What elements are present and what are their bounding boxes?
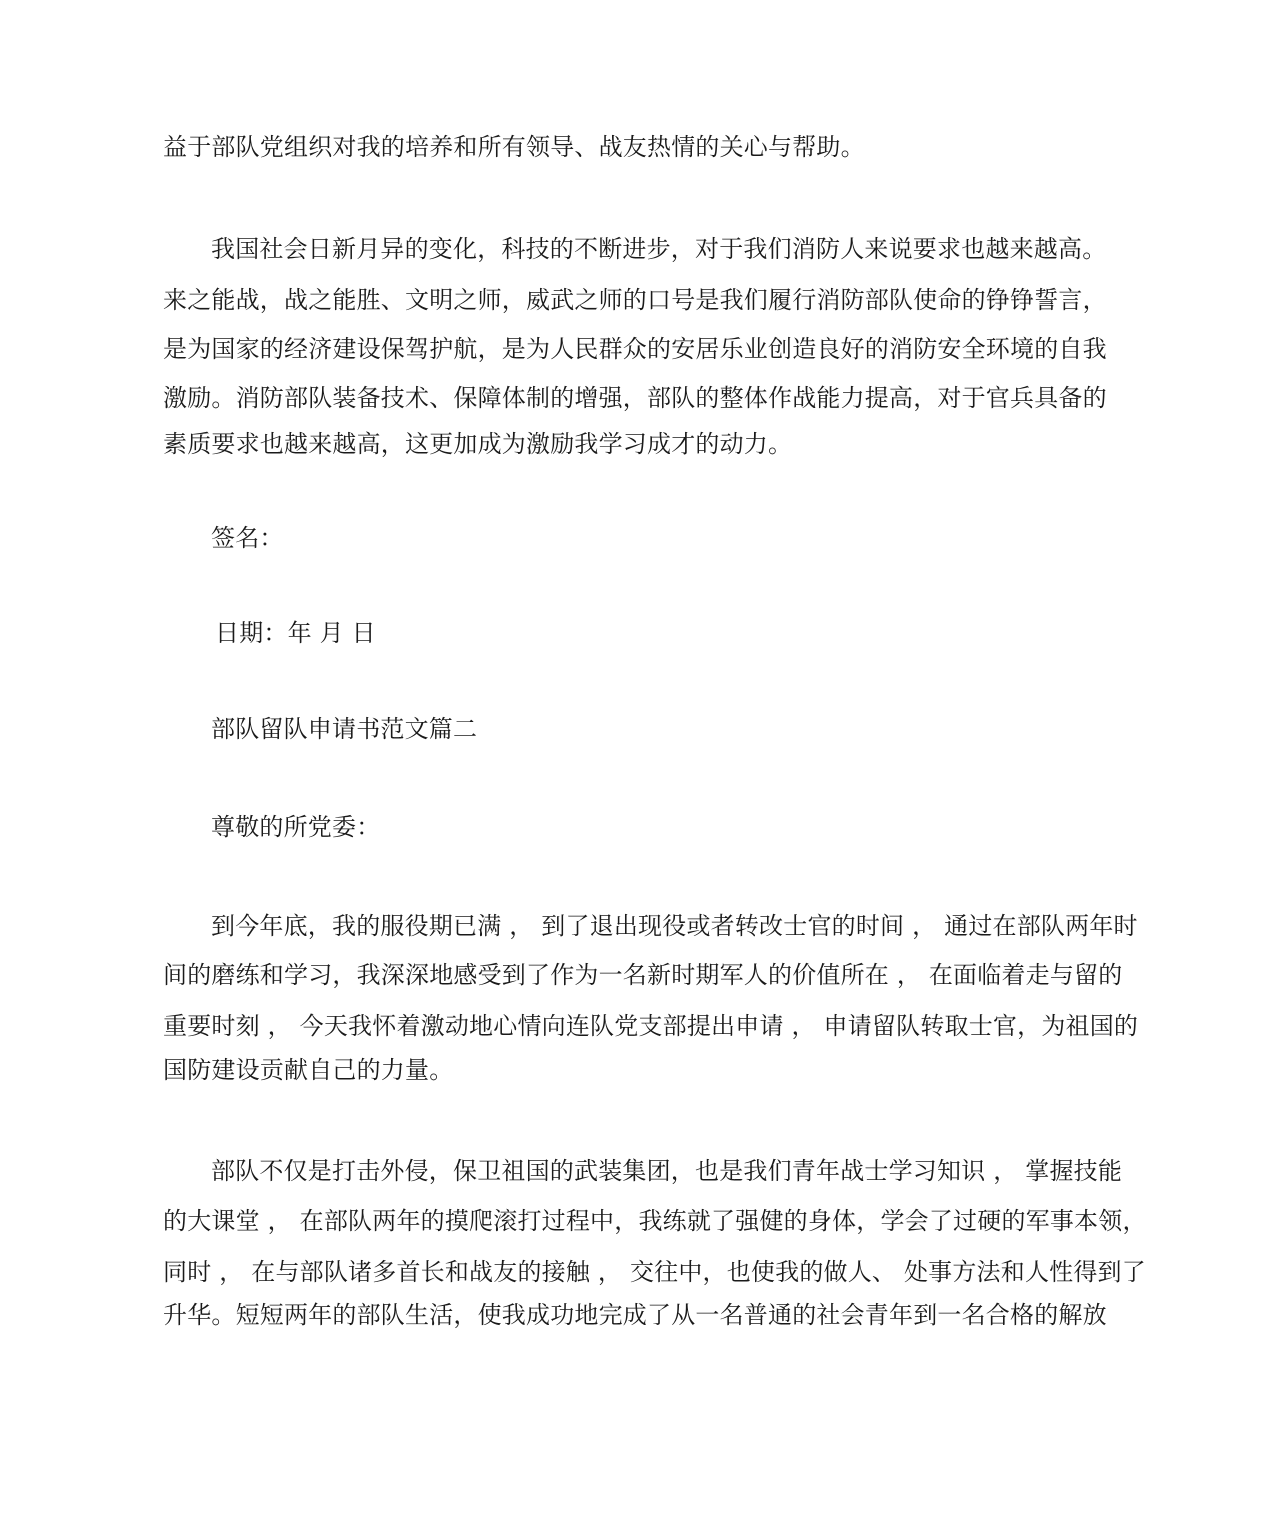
- paragraph-line: 升华。短短两年的部队生活，使我成功地完成了从一名普通的社会青年到一名合格的解放: [163, 1301, 1107, 1329]
- section-title: 部队留队申请书范文篇二: [211, 715, 478, 743]
- paragraph-line: 素质要求也越来越高，这更加成为激励我学习成才的动力。: [163, 430, 793, 458]
- signature-label: 签名：: [211, 524, 284, 552]
- paragraph-line: 我国社会日新月异的变化，科技的不断进步，对于我们消防人来说要求也越来越高。: [211, 235, 1107, 263]
- paragraph-line: 来之能战，战之能胜、文明之师，威武之师的口号是我们履行消防部队使命的铮铮誓言，: [163, 286, 1107, 314]
- paragraph-line: 间的磨练和学习，我深深地感受到了作为一名新时期军人的价值所在 ， 在面临着走与留的: [163, 961, 1123, 989]
- date-label: 日期：年 月 日: [215, 619, 376, 647]
- salutation: 尊敬的所党委：: [211, 813, 381, 841]
- paragraph-line: 部队不仅是打击外侵，保卫祖国的武装集团，也是我们青年战士学习知识 ， 掌握技能: [211, 1157, 1123, 1185]
- paragraph-line: 益于部队党组织对我的培养和所有领导、战友热情的关心与帮助。: [163, 133, 865, 161]
- paragraph-line: 国防建设贡献自己的力量。: [163, 1056, 454, 1084]
- paragraph-line: 重要时刻 ， 今天我怀着激动地心情向连队党支部提出申请 ， 申请留队转取士官，为祖国的: [163, 1012, 1139, 1040]
- paragraph-line: 同时 ， 在与部队诸多首长和战友的接触 ， 交往中，也使我的做人、 处事方法和人性得到了: [163, 1258, 1146, 1286]
- paragraph-line: 的大课堂 ， 在部队两年的摸爬滚打过程中，我练就了强健的身体，学会了过硬的军事本领，: [163, 1207, 1147, 1235]
- paragraph-line: 到今年底，我的服役期已满 ， 到了退出现役或者转改士官的时间 ， 通过在部队两年时: [211, 912, 1138, 940]
- paragraph-line: 激励。消防部队装备技术、保障体制的增强，部队的整体作战能力提高，对于官兵具备的: [163, 384, 1107, 412]
- paragraph-line: 是为国家的经济建设保驾护航，是为人民群众的安居乐业创造良好的消防安全环境的自我: [163, 335, 1107, 363]
